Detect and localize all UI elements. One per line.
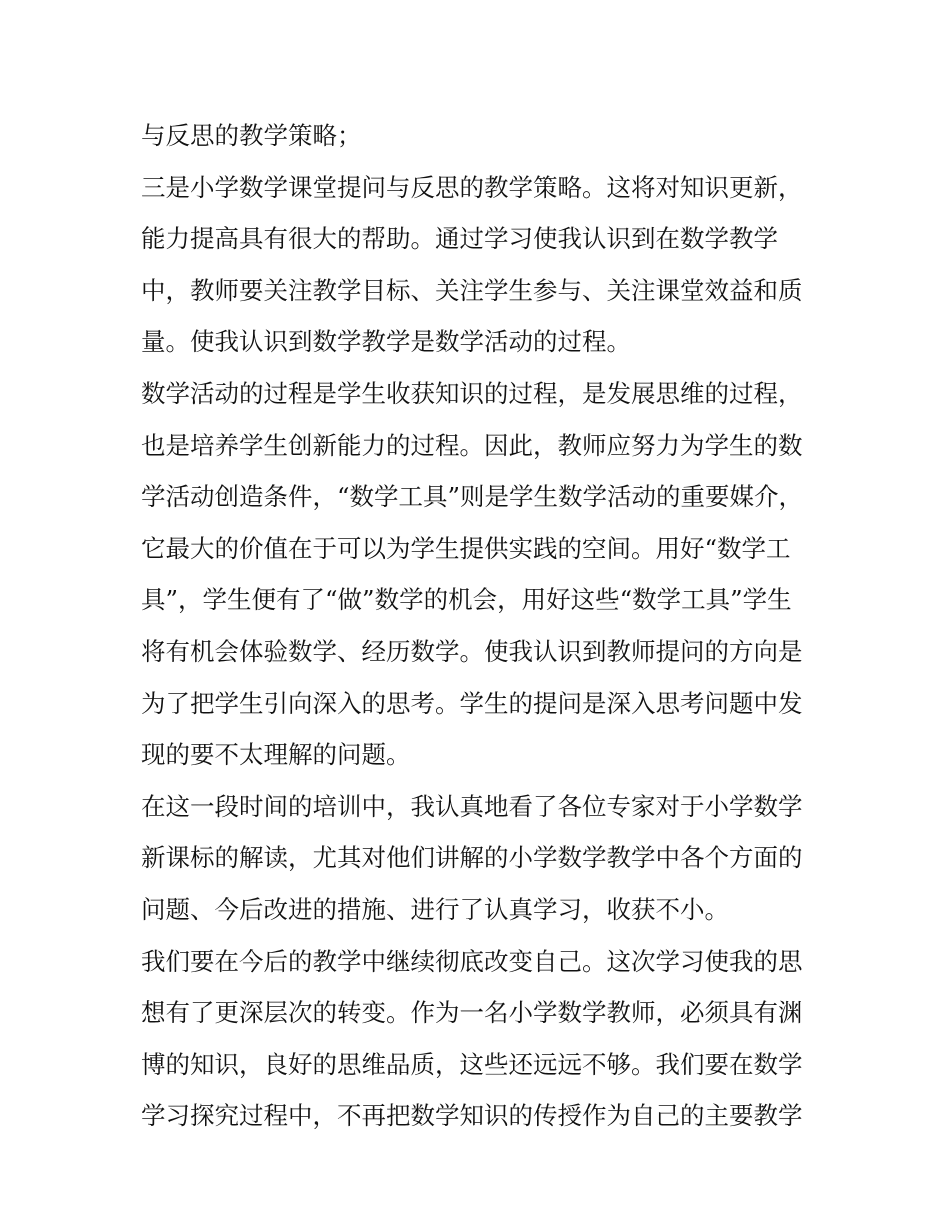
text-line: 为了把学生引向深入的思考。学生的提问是深入思考问题中发 xyxy=(141,688,803,718)
text-line: 中，教师要关注教学目标、关注学生参与、关注课堂效益和质 xyxy=(141,275,803,305)
text-line: 数学活动的过程是学生收获知识的过程，是发展思维的过程， xyxy=(141,378,803,408)
text-line: 在这一段时间的培训中，我认真地看了各位专家对于小学数学 xyxy=(141,791,803,821)
text-line: 将有机会体验数学、经历数学。使我认识到教师提问的方向是 xyxy=(141,636,803,666)
text-line: 想有了更深层次的转变。作为一名小学数学教师，必须具有渊 xyxy=(141,998,803,1028)
body-text xyxy=(141,110,821,1142)
text-line: 现的要不太理解的问题。 xyxy=(141,740,411,770)
text-line: 问题、今后改进的措施、进行了认真学习，收获不小。 xyxy=(141,894,729,924)
text-line: 它最大的价值在于可以为学生提供实践的空间。用好“数学工 xyxy=(141,533,791,563)
text-line: 新课标的解读，尤其对他们讲解的小学数学教学中各个方面的 xyxy=(141,843,803,873)
text-line: 学习探究过程中，不再把数学知识的传授作为自己的主要教学 xyxy=(141,1101,803,1131)
text-line: 三是小学数学课堂提问与反思的教学策略。这将对知识更新， xyxy=(141,172,803,202)
text-line: 博的知识，良好的思维品质，这些还远远不够。我们要在数学 xyxy=(141,1049,803,1079)
text-line: 也是培养学生创新能力的过程。因此，教师应努力为学生的数 xyxy=(141,430,803,460)
text-line: 量。使我认识到数学教学是数学活动的过程。 xyxy=(141,327,631,357)
text-line: 与反思的教学策略； xyxy=(141,121,362,150)
text-line: 具”，学生便有了“做”数学的机会，用好这些“数学工具”学生 xyxy=(141,585,792,615)
text-line: 能力提高具有很大的帮助。通过学习使我认识到在数学教学 xyxy=(141,224,778,254)
text-line: 我们要在今后的教学中继续彻底改变自己。这次学习使我的思 xyxy=(141,946,803,976)
text-line: 学活动创造条件，“数学工具”则是学生数学活动的重要媒介， xyxy=(141,482,804,512)
